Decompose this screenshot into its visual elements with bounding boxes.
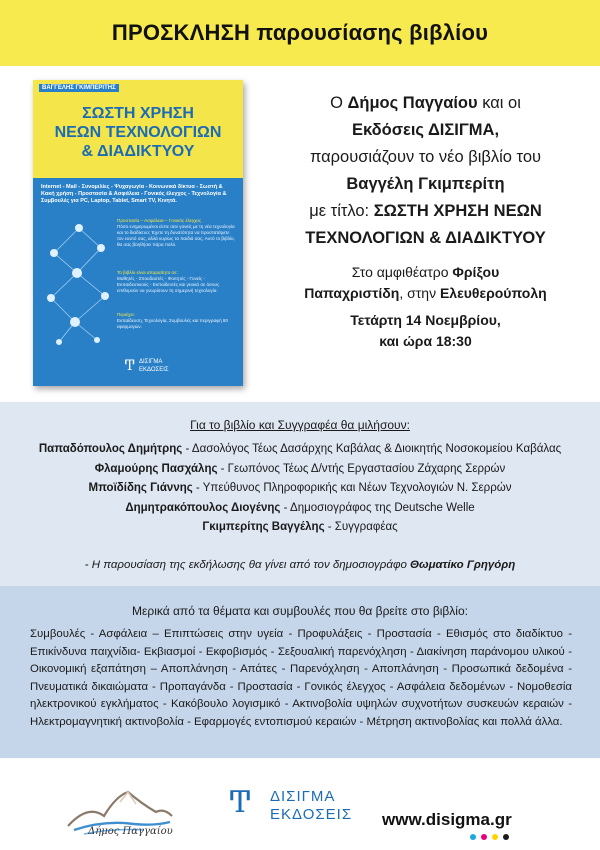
speaker-item xyxy=(0,440,600,460)
announcement-line xyxy=(258,198,593,225)
cover-block-heading: Προστασία – Ασφάλεια – Γονικός έλεγχος xyxy=(117,218,202,223)
announcement xyxy=(258,90,593,352)
town-name: Ελευθερούπολη xyxy=(439,285,547,301)
magenta-dot-icon xyxy=(481,834,487,840)
speaker-role: - Δασολόγος Τέως Δασάρχης Καβάλας & Διοικητής Νοσοκομείου Καβάλας xyxy=(182,443,562,455)
cover-block-text: Μαθητές - Σπουδαστές - Φοιτητές - Γονείς - Εκπαιδευτικούς - Εκπαιδευτές και γενικά σε όσους επιθυμούν να γνωρίσουν τη σημερινή τεχνολογία. xyxy=(117,276,220,293)
cover-subtitle: Internet - Mail - Συνομιλίες - Ψυχαγωγία - Κοινωνικά δίκτυα - Σωστή & Κακή χρήση - Προστασία & Ασφάλεια - Γονικός έλεγχος - Τεχνολογία & Συμβουλές για PC, Laptop, Tablet, Smart TV, Κινητά. xyxy=(41,184,227,204)
speaker-name: Μποϊδίδης Γιάννης xyxy=(88,482,193,494)
book-intro-section xyxy=(0,66,600,402)
presenter-name: Θωματίκο Γρηγόρη xyxy=(410,559,516,571)
speaker-item xyxy=(0,479,600,499)
text: , στην xyxy=(399,285,440,301)
speaker-name: Δημητρακόπουλος Διογένης xyxy=(125,501,281,514)
text: παρουσιάζουν το νέο βιβλίο του xyxy=(309,148,542,166)
cmyk-dots xyxy=(470,834,509,840)
footer xyxy=(0,758,600,850)
cover-block-heading: Το βιβλίο είναι απαραίτητο σε: xyxy=(117,270,178,275)
publisher-logo-name: ΔΙΣΙΓΜΑ xyxy=(270,788,336,805)
cover-title xyxy=(33,104,243,161)
presenter-note xyxy=(0,559,600,571)
announcement-line xyxy=(258,225,593,252)
book-title: ΤΕΧΝΟΛΟΓΙΩΝ & ΔΙΑΔΙΚΤΥΟΥ xyxy=(305,229,546,247)
venue-name: Φρίξου xyxy=(452,264,500,280)
speakers-list xyxy=(0,440,600,538)
title-banner xyxy=(0,0,600,66)
black-dot-icon xyxy=(503,834,509,840)
municipality-label: Δήμος Παγγαίου xyxy=(88,826,173,837)
cover-block-heading: Περιέχει: xyxy=(117,312,135,317)
speaker-item xyxy=(0,499,600,519)
book-title: ΣΩΣΤΗ ΧΡΗΣΗ ΝΕΩΝ xyxy=(373,202,542,220)
cover-block-contents xyxy=(117,312,237,330)
speaker-item xyxy=(0,518,600,538)
disigma-mark-icon: Ͳ xyxy=(230,785,251,820)
cover-block-text: Εκπαίδευση, Τεχνολογία, Συμβουλές και περιγραφή 80 εφαρμογών. xyxy=(117,318,229,329)
cover-block-text: Πόσο ενημερωμένοι είστε σαν γονείς με τη νέα τεχνολογία και το διαδίκτυο; Έχετε τη δυνατότητα να προστατέψετε τον εαυτό σας, αλλά κυρίως τα παιδιά σας; Αυτό το βιβλίο, θα σας βοηθήσει πάρα πολύ. xyxy=(117,224,235,247)
publisher-logo xyxy=(230,786,370,826)
event-time xyxy=(258,331,593,352)
venue-line xyxy=(258,262,593,283)
municipality-name: Δήμος Παγγαίου xyxy=(347,94,478,112)
announcement-line xyxy=(258,90,593,117)
announcement-line xyxy=(258,171,593,198)
cover-title-line: & ΔΙΑΔΙΚΤΥΟΥ xyxy=(81,143,195,160)
cover-block-protection xyxy=(117,218,237,248)
speaker-role: - Υπεύθυνος Πληροφορικής και Νέων Τεχνολογιών Ν. Σερρών xyxy=(192,482,512,494)
date-text: Τετάρτη 14 Νοεμβρίου, xyxy=(350,312,501,328)
speaker-role: - Δημοσιογράφος της Deutsche Welle xyxy=(280,501,475,514)
event-date xyxy=(258,310,593,331)
text: Ο xyxy=(330,94,348,112)
announcement-line xyxy=(258,144,593,171)
speaker-role: - Γεωπόνος Τέως Δ/ντής Εργαστασίου Ζάχαρης Σερρών xyxy=(217,462,506,475)
publisher-name: Εκδόσεις ΔΙΣΙΓΜΑ, xyxy=(351,121,500,139)
venue-line xyxy=(258,283,593,304)
cover-block-audience xyxy=(117,270,237,294)
publisher-logo-sub: ΕΚΔΟΣΕΙΣ xyxy=(270,806,353,823)
cover-author: ΒΑΓΓΕΛΗΣ ΓΚΙΜΠΕΡΙΤΗΣ xyxy=(39,84,119,92)
text: με τίτλο: xyxy=(309,202,374,220)
speaker-name: Φλαμούρης Πασχάλης xyxy=(94,462,218,475)
speaker-role: - Συγγραφέας xyxy=(324,521,398,533)
book-cover xyxy=(33,80,243,386)
speaker-name: Παπαδόπουλος Δημήτρης xyxy=(38,443,183,455)
text: Στο αμφιθέατρο xyxy=(351,264,453,280)
time-text: και ώρα 18:30 xyxy=(379,333,472,349)
website-link[interactable]: www.disigma.gr xyxy=(382,810,512,829)
cover-publisher-sub: ΕΚΔΟΣΕΙΣ xyxy=(139,367,169,373)
text: και οι xyxy=(477,94,521,112)
author-name: Βαγγέλη Γκιμπερίτη xyxy=(346,175,505,193)
yellow-dot-icon xyxy=(492,834,498,840)
speakers-heading: Για το βιβλίο και Συγγραφέα θα μιλήσουν: xyxy=(190,418,410,432)
topics-heading: Μερικά από τα θέματα και συμβουλές που θα βρείτε στο βιβλίο: xyxy=(132,604,468,618)
cover-publisher-logo xyxy=(125,356,185,378)
text: - Η παρουσίαση της εκδήλωσης θα γίνει από τον δημοσιογράφο xyxy=(84,559,411,571)
speakers-section xyxy=(0,402,600,586)
venue-name: Παπαχριστίδη xyxy=(304,285,400,301)
spacer xyxy=(258,252,593,262)
cover-title-line: ΝΕΩΝ ΤΕΧΝΟΛΟΓΙΩΝ xyxy=(54,124,222,141)
announcement-line xyxy=(258,117,593,144)
disigma-mark-icon: Ͳ xyxy=(125,358,135,374)
cover-title-line: ΣΩΣΤΗ ΧΡΗΣΗ xyxy=(82,105,194,122)
speaker-name: Γκιμπερίτης Βαγγέλης xyxy=(202,521,325,533)
topics-body: Συμβουλές - Ασφάλεια – Επιπτώσεις στην υγεία - Προφυλάξεις - Προστασία - Εθισμός στο διαδίκτυο - Επικίνδυνα παιχνίδια- Εκβιασμοί - Εκφοβισμός - Σεξουαλική παρενόχληση - Διακίνηση παράνομου υλικού - Οικονομική εξαπάτηση – Αποπλάνηση - Απάτες - Παρενόχληση - Αποπλάνηση - Προσωπικά δεδομένα - Πνευματικά δικαιώματα - Προπαγάνδα - Προστασία - Γονικός έλεγχος - Ασφάλεια δεδομένων - Νομοθεσία ηλεκτρονικού εγκλήματος - Κακόβουλο λογισμικό - Ακτινοβολία υψηλών συχνοτήτων συσκευών κεραιών - Ηλεκτρομαγνητική ακτινοβολία - Εφαρμογές εντοπισμού κεραιών - Μέτρηση ακτινοβολίας και πολλά άλλα. xyxy=(30,628,572,728)
cover-publisher-name: ΔΙΣΙΓΜΑ xyxy=(139,359,163,365)
speaker-item xyxy=(0,460,600,480)
topics-section xyxy=(0,586,600,758)
cyan-dot-icon xyxy=(470,834,476,840)
network-illustration-icon xyxy=(39,218,119,348)
book-cover-title-area xyxy=(33,80,243,178)
page-title: ΠΡΟΣΚΛΗΣΗ παρουσίασης βιβλίου xyxy=(111,20,489,45)
